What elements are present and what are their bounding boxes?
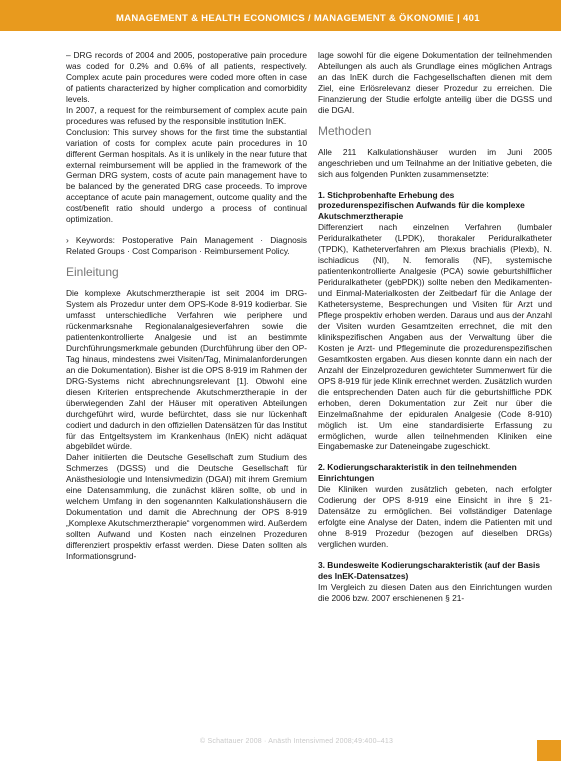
page-footer: © Schattauer 2008 · Anästh Intensivmed 2008;49:400–413 bbox=[200, 738, 394, 745]
left-column bbox=[66, 50, 307, 562]
einleitung-paragraph-1: Die komplexe Akutschmerztherapie ist seit 2004 im DRG-System als Prozedur unter dem OPS-Kode 8-919 kodierbar. Sie umfasst unterschiedliche Verfahren wie periphere und rückenmarksnahe Regionalanalgesieverfahren sowie die patientenkontrollierte Analgesie und ist an bestimmte Durchführungsmerkmale gebunden (Durchführung über den OP-Tag hinaus, mindestens zwei Visiten/Tag, Minimalanforderungen an die Dokumentation). Bisher ist die OPS 8-919 im Rahmen der DRG-Systems nicht abrechnungsrelevant [1]. Obwohl eine diesen Kriterien entsprechende Akutschmerztherapie in der überwiegenden Zahl der Häuser mit operativen Abteilungen durchgeführt wird, wurde befürchtet, dass sie nur lückenhaft codiert und dadurch in den offiziellen Datensätzen für das Institut für das Entgeltsystem im Krankenhaus (InEK) nicht adäquat abgebildet würde. bbox=[66, 288, 307, 452]
subsection-text-1: Differenziert nach einzelnen Verfahren (lumbaler Periduralkatheter (LPDK), thorakaler Periduralkatheter (TPDK), Katheterverfahren am Plexus brachialis (Plexb), N. ischiadicus (NI), N. femoralis (NF), systemische patientenkontrollierte Analgesie (PCA) sowie geburtshilflicher Periduralkatheter (gebPDK)) sollte neben den Medikamenten- und Einmal-Materialkosten der Zeitbedarf für die Anlage der Kathetersysteme, Besprechungen und Visiten für Arzt und Pflege prospektiv erhoben werden. Daraus und aus der Anzahl der Visiten wurden Gesamtzeiten errechnet, die mit den klinikspezifischen Angaben aus der Verwaltung über die Kosten je Arzt- und Pflegeminute die prozedurenspezifischen Gesamtkosten ergaben. Aus diesen konnte dann ein nach der Anzahl der Einzelprozeduren gewichteter Summenwert für die OPS 8-919 für jede Klinik errechnet werden. Zusätzlich wurden die entsprechenden Daten auch für die geburtshilfliche PDK erhoben, deren Dokumentation zur Zeit nur über die Einzelmaßnahme der epiduralen Analgesie (Code 8-910) möglich ist. Um eine standardisierte Erfassung zu ermöglichen, wurde allen teilnehmenden Kliniken eine Eingabemaske zur Dateneingabe zugeschickt. bbox=[318, 222, 552, 452]
page-header-bar bbox=[0, 0, 561, 31]
section-title-einleitung: Einleitung bbox=[66, 265, 119, 280]
keywords-line: › Keywords: Postoperative Pain Management · Diagnosis Related Groups · Cost Comparison · Reimbursement Policy. bbox=[66, 235, 307, 257]
subsection-text-3: Im Vergleich zu diesen Daten aus den Einrichtungen wurden die 2006 bzw. 2007 erschienenen § 21- bbox=[318, 581, 552, 603]
subsection-text-2: Die Kliniken wurden zusätzlich gebeten, nach erfolgter Codierung der OPS 8-919 eine Einsicht in ihre § 21-Datensätze zu ermöglichen. Bei vollständiger Datenlage erfolgte eine Analyse der Daten, indem die Patienten mit und ohne 8-919 Prozedur (bezogen auf dieselben DRGs) verglichen wurden. bbox=[318, 484, 552, 550]
subsection-title-2: 2. Kodierungscharakteristik in den teilnehmenden Einrichtungen bbox=[318, 462, 517, 484]
section-title-methoden: Methoden bbox=[318, 123, 372, 138]
abstract-inek-paragraph: In 2007, a request for the reimbursement of complex acute pain procedures was refused by the responsible institution InEK. bbox=[66, 104, 307, 126]
methoden-intro-paragraph: Alle 211 Kalkulationshäuser wurden im Juni 2005 angeschrieben und um Teilnahme an der Initiative gebeten, die sich aus folgenden Punkten zusammensetzte: bbox=[318, 146, 552, 179]
running-header: MANAGEMENT & HEALTH ECONOMICS / MANAGEMENT & ÖKONOMIE | 401 bbox=[116, 13, 480, 24]
einleitung-continuation-paragraph: lage sowohl für die eigene Dokumentation der teilnehmenden Abteilungen als auch als Grundlage eines möglichen Antrags an das InEK durch die Fachgesellschaften dienen mit dem Ziel, eine Erlösrelevanz dieser Prozedur zu erreichen. Die Finanzierung der Studie erfolgte anteilig über die DGSS und die DGAI. bbox=[318, 50, 552, 115]
abstract-conclusion-paragraph: Conclusion: This survey shows for the first time the substantial variation of costs for complex acute pain procedures in 10 different German hospitals. As it is unlikely in the near future that external reimbursement will be applied in the framework of the German DRG system, costs of acute pain management have to be balanced by the generated DRG case proceeds. To improve acceptance of acute pain management, outcome quality and the cost/benefit ratio should undergo a process of continual optimization. bbox=[66, 126, 307, 225]
right-column bbox=[318, 50, 552, 604]
corner-accent-block bbox=[537, 740, 561, 761]
subsection-title-3: 3. Bundesweite Kodierungscharakteristik (auf der Basis des InEK-Datensatzes) bbox=[318, 560, 541, 581]
abstract-results-paragraph: – DRG records of 2004 and 2005, postoperative pain procedure was coded for 0.2% and 0.6% of all patients, respectively. Complex acute pain procedures were coded more often in case of patients characterized by higher complication and comorbidity levels. bbox=[66, 50, 307, 104]
einleitung-paragraph-2: Daher initiierten die Deutsche Gesellschaft zum Studium des Schmerzes (DGSS) und die Deutsche Gesellschaft für Anästhesiologie und Intensivmedizin (DGAI) mit ihrem Gremium eine Datensammlung, die zunächst klären sollte, ob und in welchem Umfang in den sogenannten Kalkulationshäusern die Dokumentation und damit die Abrechnung der OPS 8-919 „Komplexe Akutschmerztherapie“ vorgenommen wird. Außerdem sollten Aufwand und Kosten nach einzelnen Prozeduren differenziert prospektiv erfasst werden. Diese Daten sollten als Informationsgrund- bbox=[66, 452, 307, 561]
subsection-title-1: 1. Stichprobenhafte Erhebung des prozedurenspezifischen Aufwands für die komplexe Akutschmerztherapie bbox=[318, 189, 525, 222]
